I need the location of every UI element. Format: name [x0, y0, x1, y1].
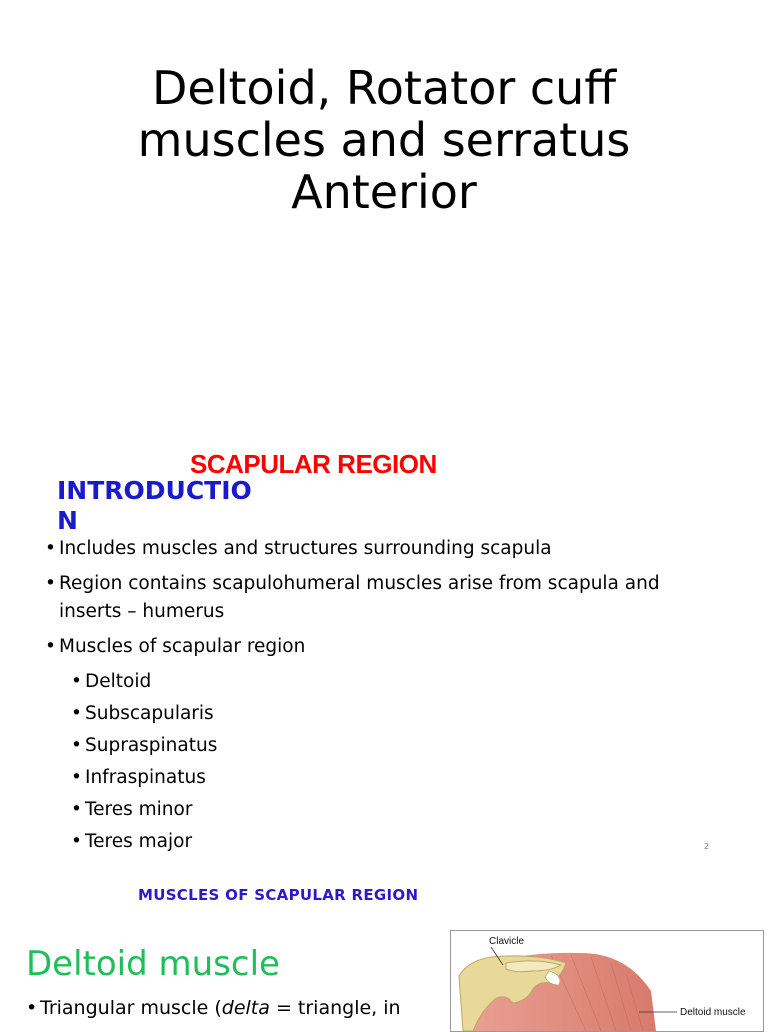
slide-title — [0, 62, 768, 218]
section-heading: SCAPULAR REGION — [190, 449, 437, 479]
sub-bullet-item: • Subscapularis — [71, 700, 725, 728]
sub-bullet-item: • Teres minor — [71, 796, 725, 824]
bullet-text: = triangle, in — [269, 997, 401, 1019]
subheading-line: N — [57, 506, 78, 535]
title-line: muscles and serratus — [137, 113, 631, 167]
sub-bullet-item: • Supraspinatus — [71, 732, 725, 760]
bullet-text-italic: delta — [221, 997, 270, 1019]
slide-caption: MUSCLES OF SCAPULAR REGION — [138, 886, 419, 904]
bullet-item: • Muscles of scapular region — [45, 633, 725, 661]
subheading-line: INTRODUCTIO — [57, 476, 252, 505]
bullet-item — [26, 997, 401, 1019]
figure-label-deltoid: Deltoid muscle — [680, 1007, 746, 1018]
bullet-list — [45, 535, 725, 860]
deltoid-illustration — [451, 931, 763, 1031]
bullet-text: Triangular muscle ( — [40, 997, 222, 1019]
sub-bullet-item: • Deltoid — [71, 668, 725, 696]
bullet-list — [26, 997, 401, 1019]
title-line: Deltoid, Rotator cuff — [151, 61, 617, 115]
bullet-item: • Includes muscles and structures surrounding scapula — [45, 535, 725, 563]
sub-bullet-item: • Infraspinatus — [71, 764, 725, 792]
sub-bullet-item: • Teres major — [71, 828, 725, 856]
figure-label-clavicle: Clavicle — [489, 936, 525, 947]
page-number: 2 — [704, 842, 710, 851]
bullet-item: • Region contains scapulohumeral muscles arise from scapula and inserts – humerus — [45, 570, 725, 626]
title-line: Anterior — [291, 165, 477, 219]
slide-title: Deltoid muscle — [26, 944, 280, 984]
section-subheading — [57, 476, 297, 536]
anatomy-figure — [450, 930, 764, 1032]
